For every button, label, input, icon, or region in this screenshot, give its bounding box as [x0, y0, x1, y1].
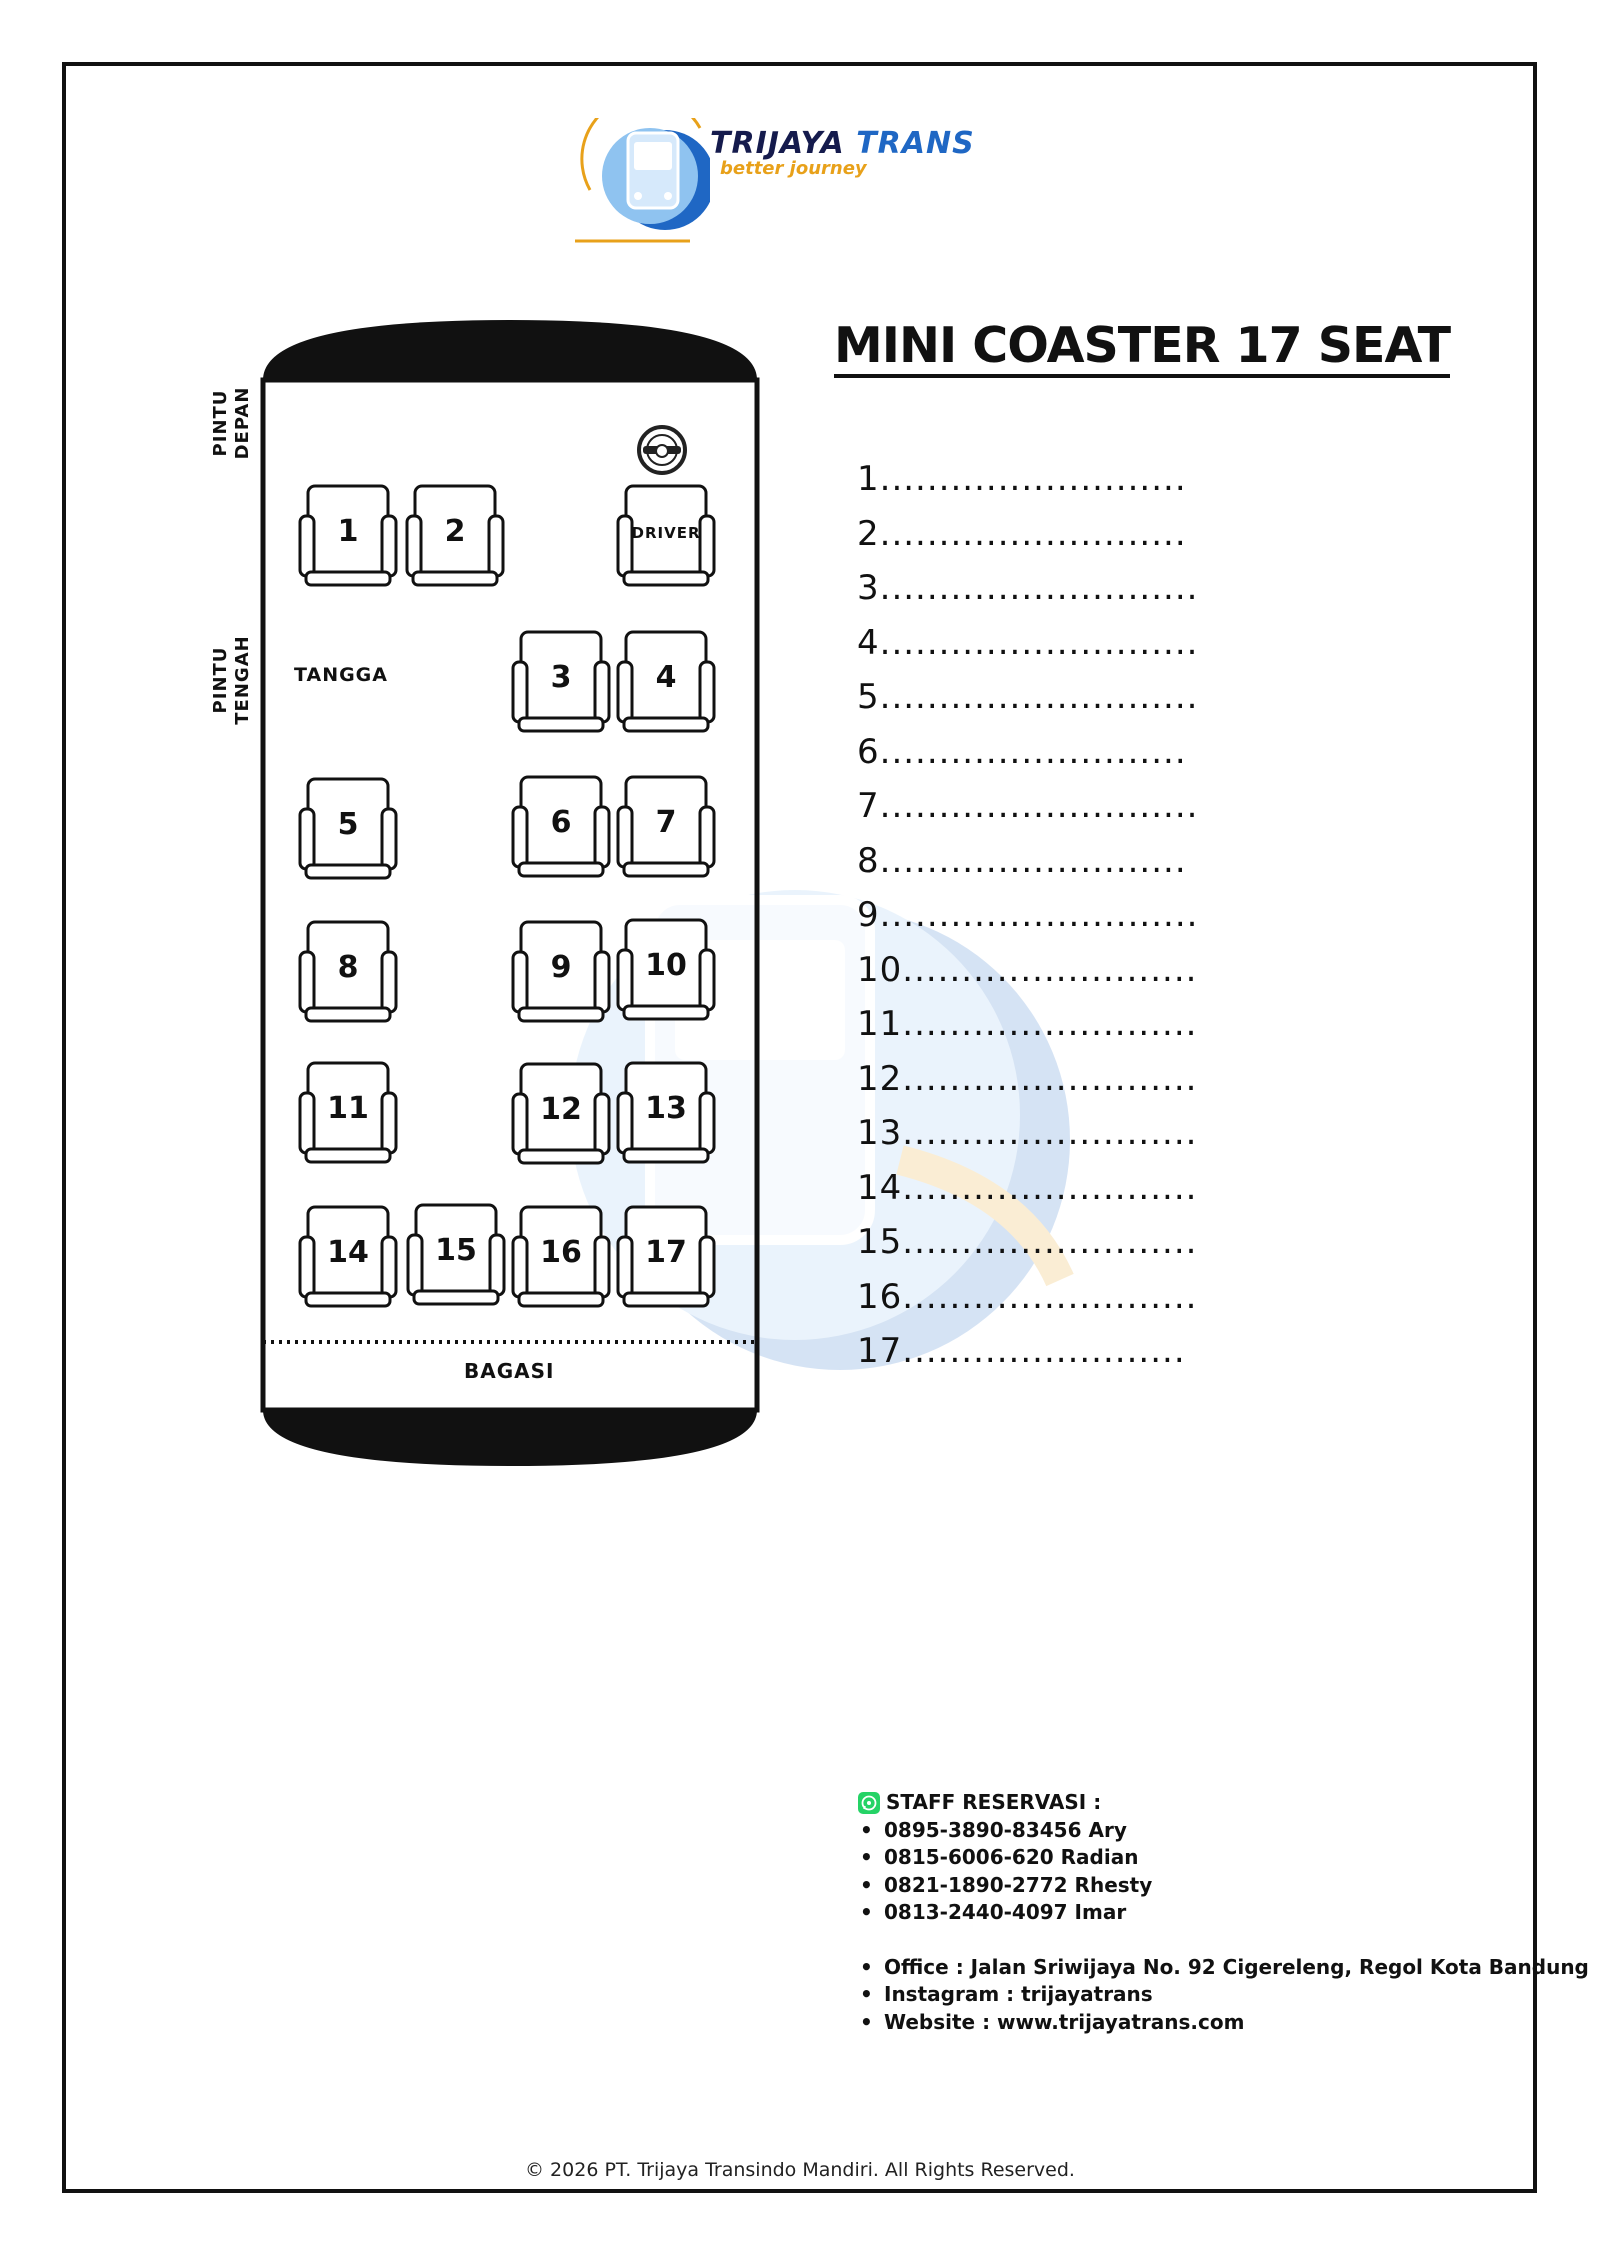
seat-15[interactable]: [406, 1203, 506, 1307]
passenger-line[interactable]: 13.........................: [857, 1113, 1198, 1153]
seat-17[interactable]: [616, 1205, 716, 1309]
company-info-list: [858, 1954, 1589, 2037]
staff-contact[interactable]: • 0815-6006-620 Radian: [858, 1844, 1589, 1872]
stairs-label: TANGGA: [294, 664, 388, 686]
seat-driver: [616, 484, 716, 588]
footer-copyright: © 2026 PT. Trijaya Transindo Mandiri. All Rights Reserved.: [525, 2159, 1075, 2181]
passenger-line[interactable]: 8..........................: [857, 840, 1187, 881]
driver-label: DRIVER: [631, 524, 701, 542]
passenger-line[interactable]: 7...........................: [857, 786, 1199, 826]
passenger-line[interactable]: 3...........................: [857, 568, 1199, 608]
passenger-line[interactable]: 15.........................: [857, 1222, 1198, 1262]
seat-number: 4: [655, 660, 677, 695]
seat-6[interactable]: [511, 775, 611, 879]
seat-1[interactable]: [298, 484, 398, 588]
seat-number: 14: [327, 1235, 369, 1270]
seat-12[interactable]: [511, 1062, 611, 1166]
seat-2[interactable]: [405, 484, 505, 588]
passenger-list: [857, 452, 1198, 1379]
seat-number: 6: [550, 805, 572, 840]
seat-number: 3: [550, 660, 572, 695]
passenger-line[interactable]: 14.........................: [857, 1167, 1198, 1208]
seat-8[interactable]: [298, 920, 398, 1024]
seat-4[interactable]: [616, 630, 716, 734]
seat-5[interactable]: [298, 777, 398, 881]
passenger-line[interactable]: 4...........................: [857, 622, 1199, 663]
website-link[interactable]: • Website : www.trijayatrans.com: [858, 2009, 1589, 2037]
passenger-line[interactable]: 9...........................: [857, 895, 1199, 935]
seat-number: 8: [337, 950, 359, 985]
brand-name: [710, 126, 975, 161]
staff-contact[interactable]: • 0813-2440-4097 Imar: [858, 1899, 1589, 1927]
passenger-line[interactable]: 2..........................: [857, 513, 1187, 554]
seat-13[interactable]: [616, 1061, 716, 1165]
passenger-line[interactable]: 17........................: [857, 1331, 1186, 1371]
seat-number: 17: [645, 1235, 687, 1270]
seat-number: 2: [444, 514, 466, 549]
passenger-line[interactable]: 16.........................: [857, 1276, 1198, 1317]
seat-number: 12: [540, 1092, 582, 1127]
seat-10[interactable]: [616, 918, 716, 1022]
instagram-handle[interactable]: • Instagram : trijayatrans: [858, 1981, 1589, 2009]
seat-number: 15: [435, 1233, 477, 1268]
brand-name-part2: TRANS: [856, 126, 975, 161]
seat-16[interactable]: [511, 1205, 611, 1309]
seat-14[interactable]: [298, 1205, 398, 1309]
steering-wheel-icon: [636, 424, 688, 476]
seat-number: 9: [550, 950, 572, 985]
seat-number: 7: [655, 805, 677, 840]
passenger-line[interactable]: 11.........................: [857, 1004, 1198, 1044]
contact-section: [858, 1789, 1589, 2036]
staff-contact[interactable]: • 0895-3890-83456 Ary: [858, 1817, 1589, 1845]
seat-number: 10: [645, 948, 687, 983]
brand-name-part1: TRIJAYA: [710, 126, 845, 161]
passenger-line[interactable]: 10.........................: [857, 949, 1198, 990]
door-middle-line2: TENGAH: [232, 635, 253, 725]
door-front-line2: DEPAN: [232, 386, 253, 460]
seat-9[interactable]: [511, 920, 611, 1024]
whatsapp-icon: [858, 1792, 880, 1814]
staff-heading: [858, 1789, 1589, 1817]
door-middle-line1: PINTU: [210, 646, 231, 714]
passenger-line[interactable]: 6..........................: [857, 731, 1187, 772]
staff-contact[interactable]: • 0821-1890-2772 Rhesty: [858, 1872, 1589, 1900]
passenger-line[interactable]: 1..........................: [857, 459, 1187, 499]
brand-logo: [570, 118, 1030, 248]
door-middle-label: [210, 630, 254, 730]
seat-number: 13: [645, 1091, 687, 1126]
seat-number: 5: [337, 807, 359, 842]
staff-heading-text: STAFF RESERVASI :: [886, 1790, 1102, 1814]
seat-number: 1: [337, 514, 359, 549]
passenger-line[interactable]: 12.........................: [857, 1058, 1198, 1099]
seat-7[interactable]: [616, 775, 716, 879]
passenger-line[interactable]: 5...........................: [857, 677, 1199, 717]
office-address: • Office : Jalan Sriwijaya No. 92 Cigereleng, Regol Kota Bandung: [858, 1954, 1589, 1982]
staff-list: [858, 1817, 1589, 1927]
door-front-label: [210, 373, 254, 473]
bus-logo-icon: [570, 118, 710, 248]
seat-3[interactable]: [511, 630, 611, 734]
page-title: MINI COASTER 17 SEAT: [834, 318, 1450, 378]
door-front-line1: PINTU: [210, 389, 231, 457]
luggage-label: BAGASI: [464, 1359, 555, 1383]
brand-tagline: better journey: [720, 158, 867, 179]
seat-11[interactable]: [298, 1061, 398, 1165]
seat-number: 16: [540, 1235, 582, 1270]
seat-number: 11: [327, 1091, 369, 1126]
